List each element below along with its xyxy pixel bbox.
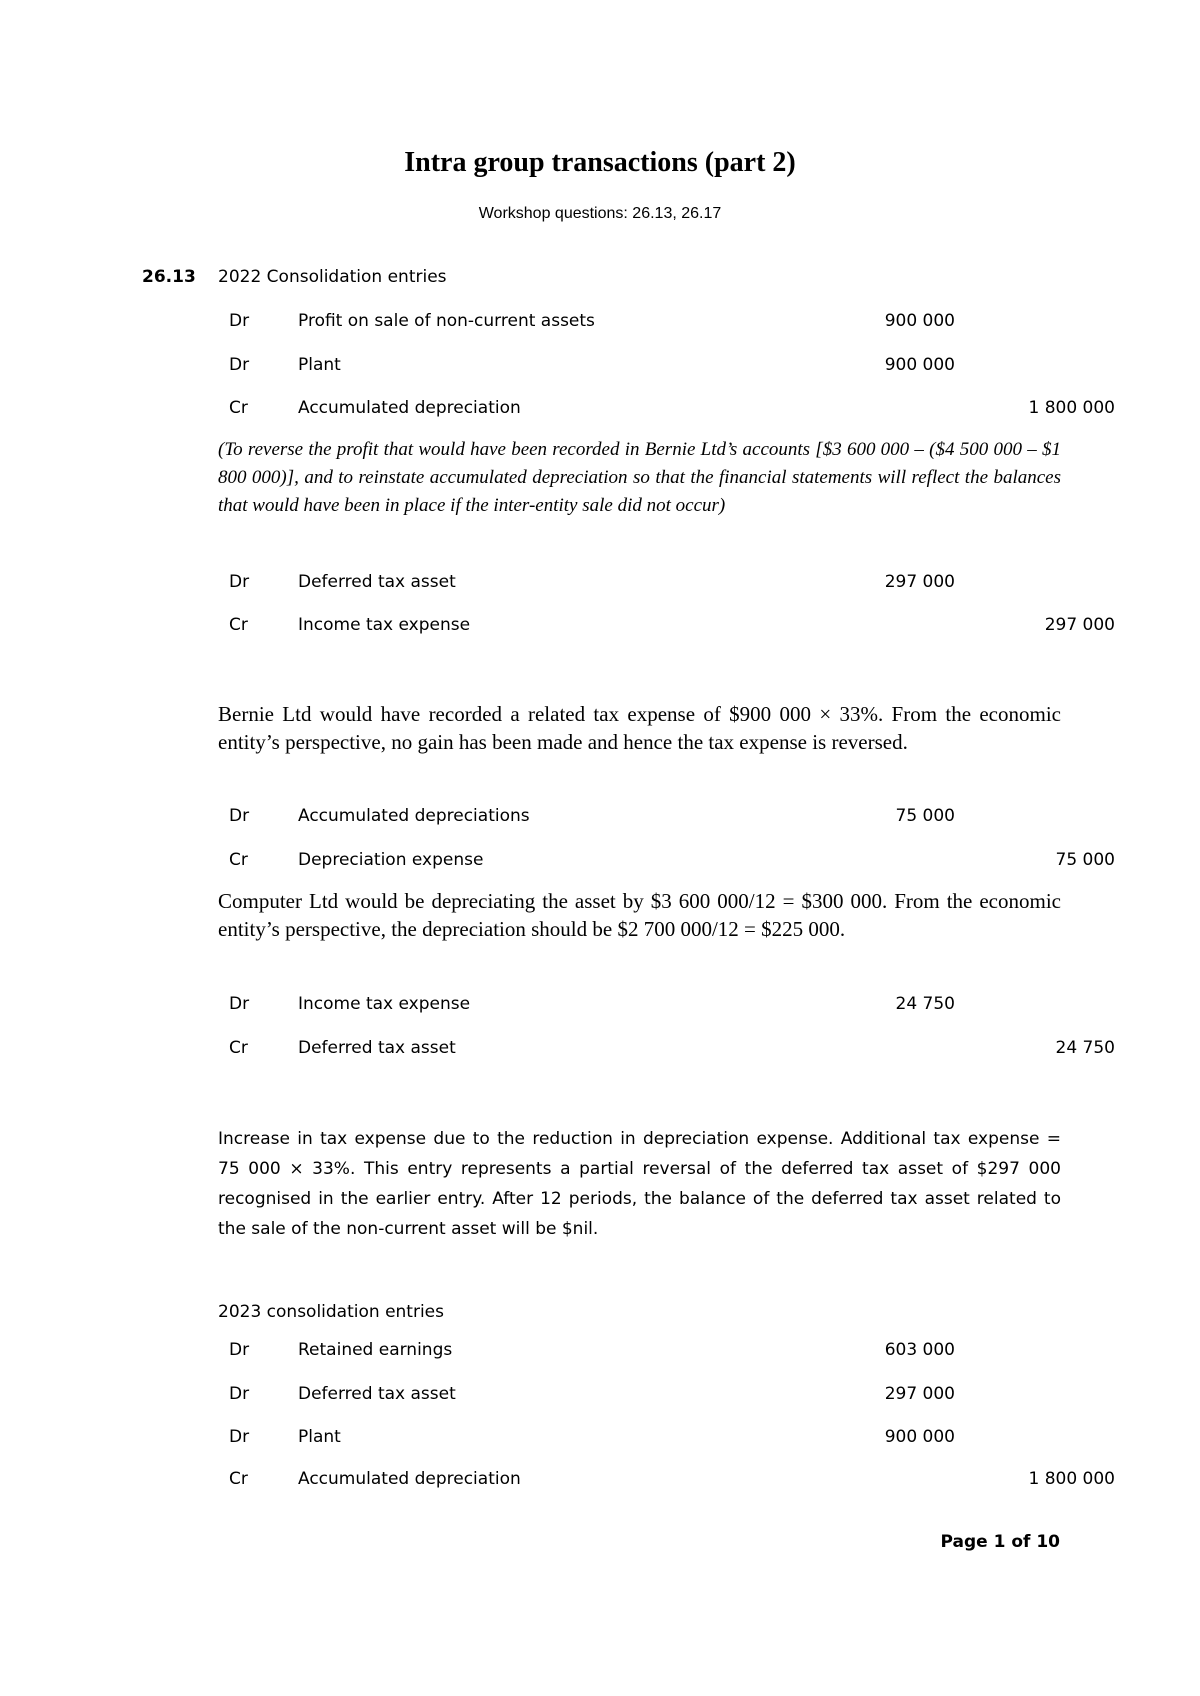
entry-note-c: Computer Ltd would be depreciating the asset by $3 600 000/12 = $300 000. From the economic entity’s perspective, the depreciation should be $2 700 000/12 = $225 000.: [218, 889, 1061, 941]
dc-label: Dr: [229, 572, 250, 592]
credit-amount: 75 000: [1055, 850, 1115, 870]
account-name: Deferred tax asset: [298, 1038, 456, 1058]
dc-label: Cr: [229, 1469, 248, 1489]
entry-note-a: (To reverse the profit that would have been recorded in Bernie Ltd’s accounts [$3 600 000 – ($4 500 000 – $1 800 000)], and to reinstate accumulated depreciation so that the financial statements will reflect the balances that would have been in place if the inter-entity sale did not occur): [218, 439, 1061, 516]
dc-label: Dr: [229, 994, 250, 1014]
dc-label: Dr: [229, 311, 250, 331]
debit-amount: 297 000: [884, 572, 955, 592]
account-name: Income tax expense: [298, 615, 471, 635]
dc-label: Dr: [229, 1340, 250, 1360]
dc-label: Cr: [229, 1038, 248, 1058]
credit-amount: 24 750: [1055, 1038, 1115, 1058]
debit-amount: 900 000: [884, 1427, 955, 1447]
account-name: Income tax expense: [298, 994, 471, 1014]
account-name: Plant: [298, 1427, 341, 1447]
dc-label: Dr: [229, 1384, 250, 1404]
section-heading-2023: 2023 consolidation entries: [218, 1302, 444, 1322]
page-subtitle: Workshop questions: 26.13, 26.17: [478, 205, 722, 222]
account-name: Accumulated depreciation: [298, 398, 521, 418]
debit-amount: 900 000: [884, 355, 955, 375]
dc-label: Dr: [229, 1427, 250, 1447]
question-number: 26.13: [142, 267, 196, 287]
dc-label: Cr: [229, 398, 248, 418]
entry-note-d: Increase in tax expense due to the reduction in depreciation expense. Additional tax expense = 75 000 × 33%. This entry represents a partial reversal of the deferred tax asset of $297 000 recognised in the earlier entry. After 12 periods, the balance of the deferred tax asset related to the sale of the non-current asset will be $nil.: [218, 1129, 1061, 1239]
account-name: Accumulated depreciations: [298, 806, 530, 826]
account-name: Accumulated depreciation: [298, 1469, 521, 1489]
section-heading: 2022 Consolidation entries: [218, 267, 447, 287]
dc-label: Cr: [229, 850, 248, 870]
account-name: Retained earnings: [298, 1340, 453, 1360]
debit-amount: 900 000: [884, 311, 955, 331]
page-number: Page 1 of 10: [940, 1532, 1060, 1552]
credit-amount: 1 800 000: [1028, 1469, 1115, 1489]
account-name: Profit on sale of non-current assets: [298, 311, 595, 331]
page-title: Intra group transactions (part 2): [404, 147, 796, 178]
credit-amount: 1 800 000: [1028, 398, 1115, 418]
account-name: Deferred tax asset: [298, 1384, 456, 1404]
dc-label: Dr: [229, 355, 250, 375]
debit-amount: 297 000: [884, 1384, 955, 1404]
entry-note-b: Bernie Ltd would have recorded a related tax expense of $900 000 × 33%. From the economic entity’s perspective, no gain has been made and hence the tax expense is reversed.: [218, 702, 1061, 754]
debit-amount: 603 000: [884, 1340, 955, 1360]
account-name: Depreciation expense: [298, 850, 484, 870]
debit-amount: 24 750: [895, 994, 955, 1014]
account-name: Deferred tax asset: [298, 572, 456, 592]
account-name: Plant: [298, 355, 341, 375]
debit-amount: 75 000: [895, 806, 955, 826]
dc-label: Dr: [229, 806, 250, 826]
credit-amount: 297 000: [1044, 615, 1115, 635]
dc-label: Cr: [229, 615, 248, 635]
